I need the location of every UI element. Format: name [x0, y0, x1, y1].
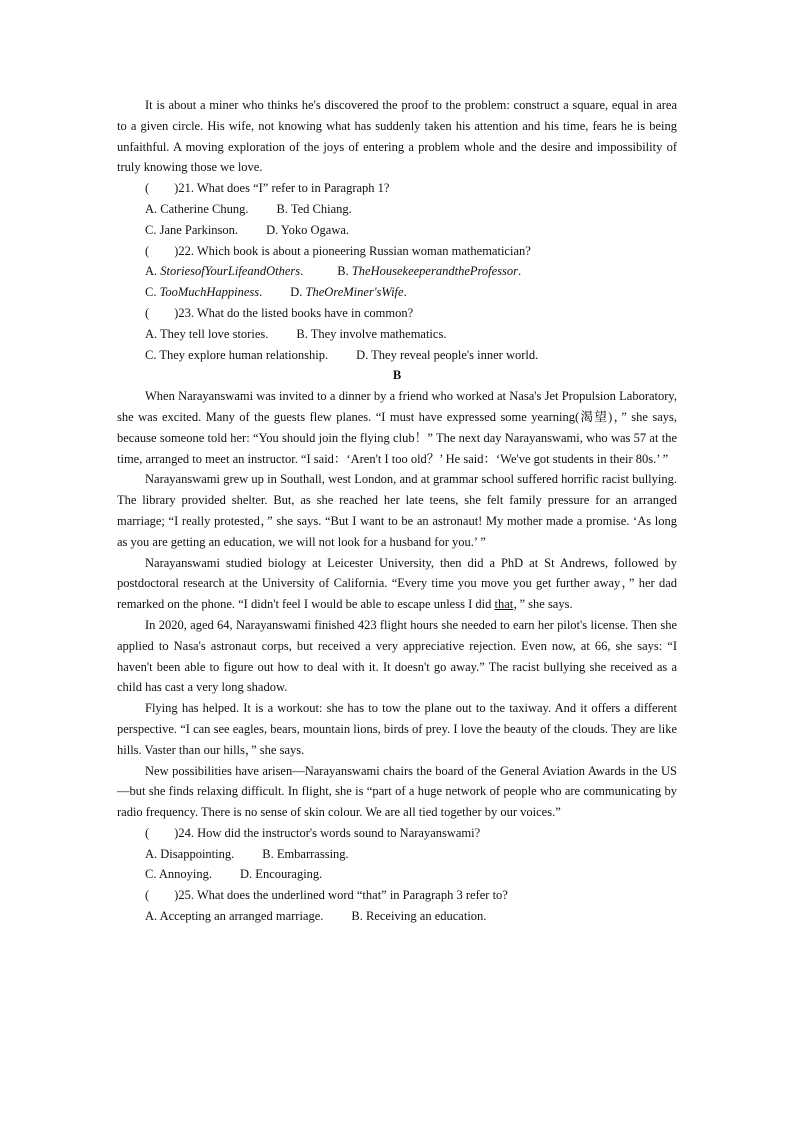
question-21-option-a[interactable]: A. Catherine Chung. [145, 201, 249, 216]
passage-a-paragraph: It is about a miner who thinks he's discovered the proof to the problem: construct a square, equal in area to a given circle. His wife, not knowing what has suddenly taken his attention and his time, fears he is being unfaithful. A moving exploration of the joys of entering a problem whole and the desire and impossibility of truly knowing those we love. [117, 98, 677, 175]
paragraph-3-text-before: Narayanswami studied biology at Leicester University, then did a PhD at St Andrews, followed by postdoctoral research at the University of California. “Every time you move you get further away，” her dad remarked on the phone. “I didn't feel I would be able to escape unless I did [117, 555, 677, 612]
passage-b-paragraph-6: New possibilities have arisen—Narayanswami chairs the board of the General Aviation Awards in the US—but she finds relaxing difficult. In flight, she is “part of a huge network of people who are communicating by radio frequency. There is no sense of skin colour. We are all tied together by our voices.” [117, 763, 677, 820]
question-22-option-d[interactable]: D. TheOreMiner'sWife. [290, 285, 407, 300]
question-21-option-b[interactable]: B. Ted Chiang. [276, 201, 352, 216]
question-21-option-d[interactable]: D. Yoko Ogawa. [266, 222, 350, 237]
passage-b-paragraph-4: In 2020, aged 64, Narayanswami finished 423 flight hours she needed to earn her pilot's license. Then she applied to Nasa's astronaut corps, but received a very appreciative rejection. Even now, at 66, she says: “I haven't been able to figure out how to deal with it. It doesn't go away.” The racist bullying she received as a child has cast a very long shadow. [117, 617, 677, 695]
passage-b-paragraph-1: When Narayanswami was invited to a dinner by a friend who worked at Nasa's Jet Propulsion Laboratory, she was excited. Many of the guests flew planes. “I must have expressed some yearning(渴望)，” she says, because someone told her: “You should join the flying club！” The next day Narayanswami, who was 57 at the time, arranged to meet an instructor. “I said：‘Aren't I too old？’ He said：‘We've got students in their 80s.’ ” [117, 389, 677, 466]
question-24-option-b[interactable]: B. Embarrassing. [262, 846, 349, 861]
question-24-options-row-1 [145, 844, 677, 865]
paragraph-3-text-after: ，” she says. [513, 597, 573, 612]
question-22-options-row-2 [145, 282, 677, 303]
passage-b-paragraph-5: Flying has helped. It is a workout: she has to tow the plane out to the taxiway. And it offers a different perspective. “I can see eagles, bears, mountain lions, birds of prey. I love the beauty of the clouds. They are like hills. Vaster than our hills，” she says. [117, 701, 677, 757]
question-22-option-a[interactable]: A. StoriesofYourLifeandOthers. [145, 264, 304, 279]
question-25-options-row-1 [145, 906, 677, 927]
question-21-stem: ( )21. What does “I” refer to in Paragraph 1? [145, 181, 390, 196]
question-22-option-c[interactable]: C. TooMuchHappiness. [145, 285, 263, 300]
question-23-option-d[interactable]: D. They reveal people's inner world. [356, 347, 539, 362]
question-24-option-a[interactable]: A. Disappointing. [145, 846, 235, 861]
question-23-options-row-2 [145, 345, 677, 366]
question-21-options-row-1 [145, 199, 677, 220]
question-22-option-b[interactable]: B. TheHousekeeperandtheProfessor. [337, 264, 522, 279]
question-23-stem: ( )23. What do the listed books have in common? [145, 305, 414, 320]
question-22-stem: ( )22. Which book is about a pioneering Russian woman mathematician? [145, 243, 531, 258]
question-23-option-c[interactable]: C. They explore human relationship. [145, 347, 329, 362]
question-24-stem: ( )24. How did the instructor's words sound to Narayanswami? [145, 825, 481, 840]
passage-b-paragraph-3 [117, 553, 677, 615]
question-23-option-b[interactable]: B. They involve mathematics. [296, 326, 447, 341]
question-24-options-row-2 [145, 864, 677, 885]
question-22-options-row-1 [145, 261, 677, 282]
question-24-option-c[interactable]: C. Annoying. [145, 867, 213, 882]
section-b-label: B [392, 368, 402, 383]
question-21-option-c[interactable]: C. Jane Parkinson. [145, 222, 239, 237]
question-25-option-a[interactable]: A. Accepting an arranged marriage. [145, 909, 324, 924]
passage-b-paragraph-2: Narayanswami grew up in Southall, west London, and at grammar school suffered horrific racist bullying. The library provided shelter. But, as she reached her late teens, she felt family pressure for an arranged marriage; “I really protested，” she says. “But I want to be an astronaut! My mother made a promise. ‘As long as you are getting an education, we will not look for a husband for you.’ ” [117, 472, 677, 549]
question-25-option-b[interactable]: B. Receiving an education. [351, 909, 487, 924]
question-23-options-row-1 [145, 324, 677, 345]
exam-page [117, 95, 677, 927]
underlined-word-that: that [494, 597, 514, 612]
question-21-options-row-2 [145, 220, 677, 241]
question-25-stem: ( )25. What does the underlined word “that” in Paragraph 3 refer to? [145, 888, 508, 903]
question-24-option-d[interactable]: D. Encouraging. [240, 867, 323, 882]
question-23-option-a[interactable]: A. They tell love stories. [145, 326, 269, 341]
